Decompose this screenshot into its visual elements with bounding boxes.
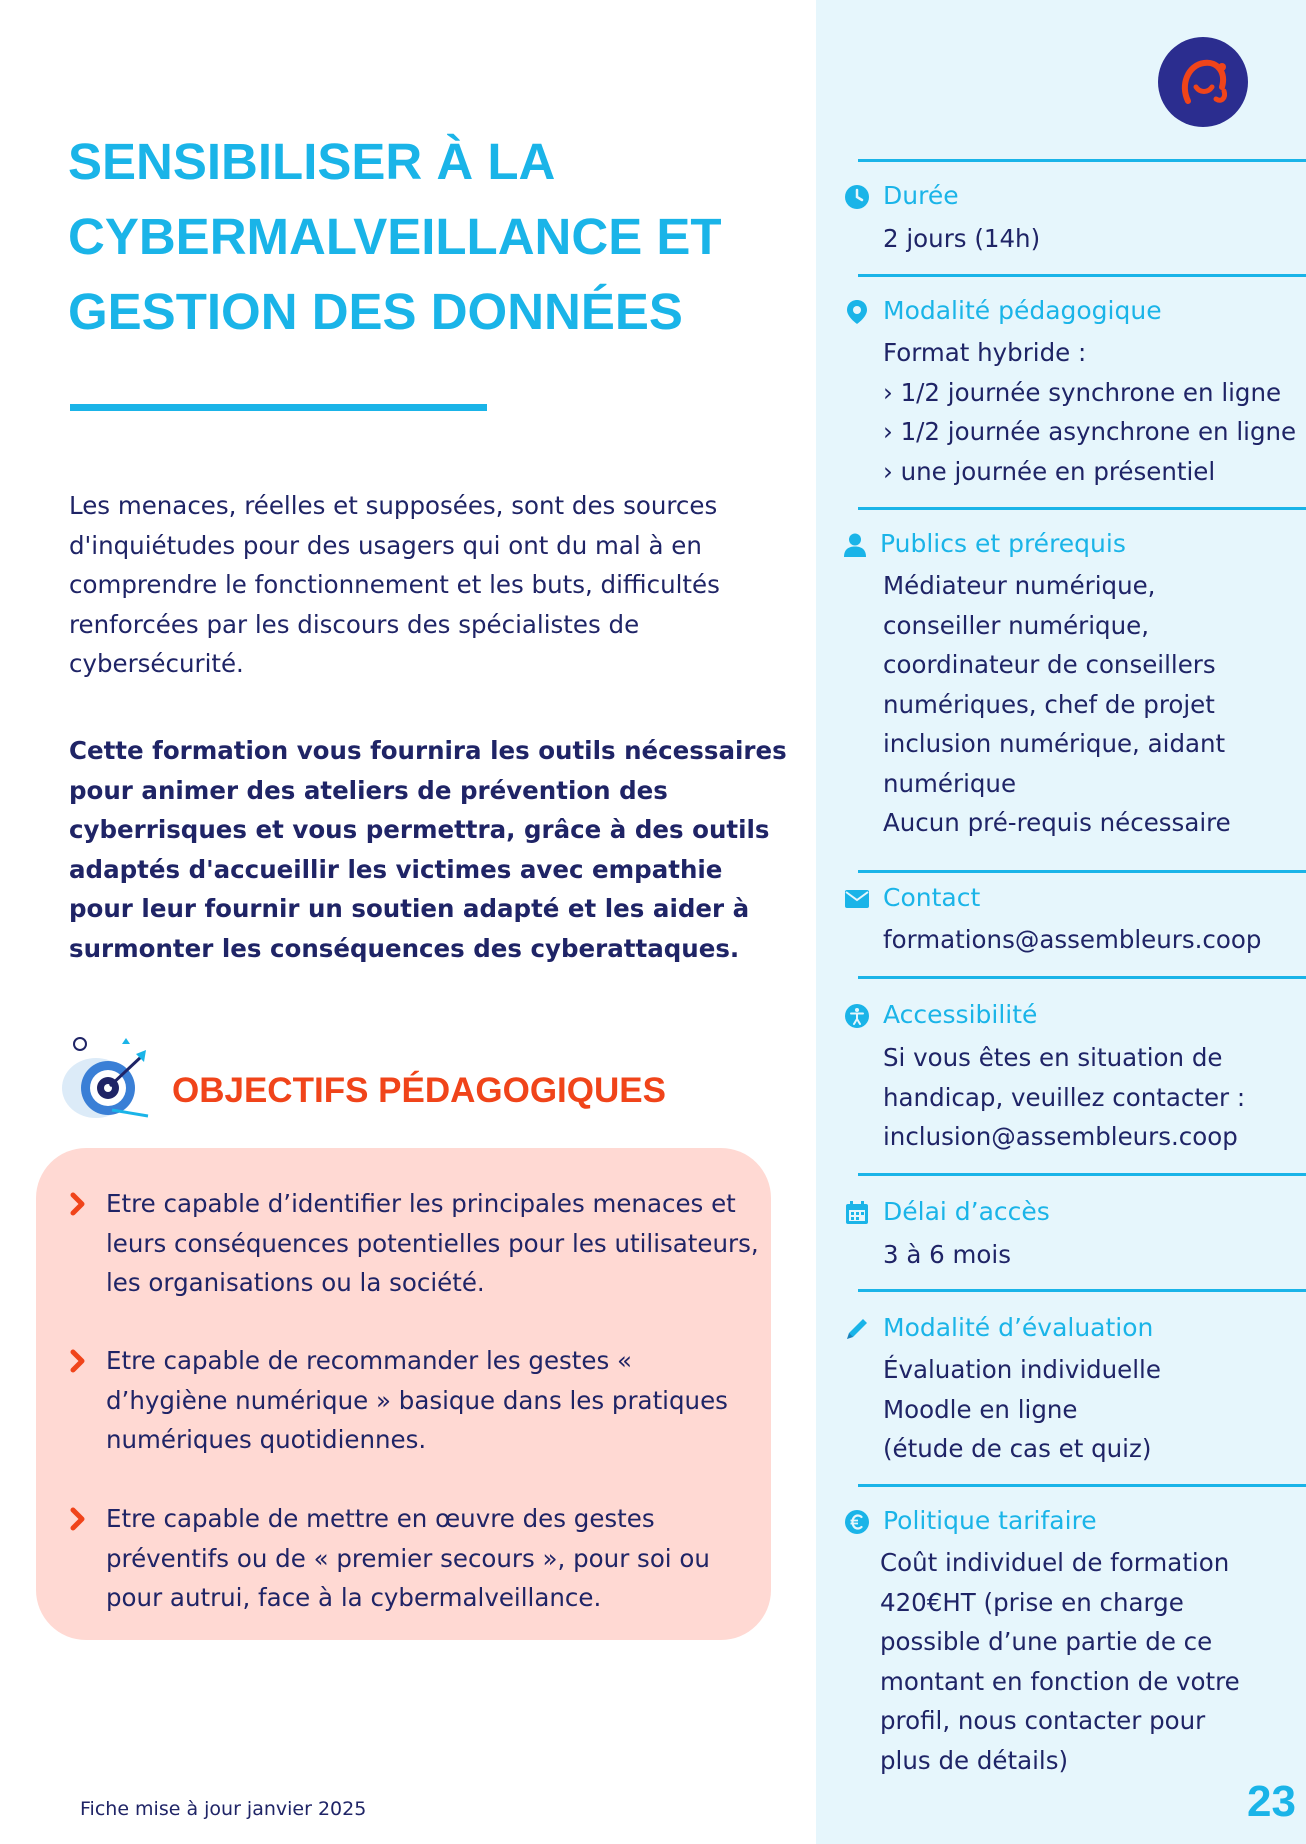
calendar-icon <box>844 1200 870 1226</box>
info-line: coordinateur de conseillers <box>883 650 1216 679</box>
section-divider <box>858 159 1306 162</box>
objective-item <box>70 1341 760 1460</box>
info-line: montant en fonction de votre <box>880 1666 1240 1696</box>
page-title <box>68 124 788 349</box>
section-divider <box>858 1173 1306 1176</box>
intro-paragraph: Les menaces, réelles et supposées, sont des sources d'inquiétudes pour des usagers qui ont du mal à en comprendre le fonctionnement et les buts, difficultés renforcées par les discours des spécialistes de cybersécurité. <box>69 491 720 678</box>
info-line: inclusion@assembleurs.coop <box>883 1122 1238 1151</box>
info-line: 3 à 6 mois <box>883 1240 1011 1269</box>
section-divider <box>858 976 1306 979</box>
info-line: Moodle en ligne <box>883 1394 1078 1424</box>
info-line: Format hybride : <box>883 338 1087 367</box>
info-line: 2 jours (14h) <box>883 224 1041 253</box>
chevron-right-icon <box>70 1507 86 1531</box>
accessibilite-value <box>883 1038 1303 1157</box>
info-line: numérique <box>883 768 1017 798</box>
objective-item <box>70 1499 760 1618</box>
objective-text: Etre capable d’identifier les principales menaces et leurs conséquences potentielles pour les utilisateurs, les organisations ou la société. <box>106 1189 759 1297</box>
assembleurs-logo <box>1158 37 1248 127</box>
update-note: Fiche mise à jour janvier 2025 <box>80 1798 367 1820</box>
chevron-right-icon <box>70 1349 86 1373</box>
publics-value <box>883 566 1303 843</box>
info-line: Si vous êtes en situation de <box>883 1043 1223 1072</box>
duree-label: Durée <box>883 181 959 210</box>
info-line: Évaluation individuelle <box>883 1355 1161 1384</box>
page-number: 23 <box>1247 1777 1296 1826</box>
evaluation-label: Modalité d’évaluation <box>883 1313 1154 1342</box>
info-line: numériques, chef de projet <box>883 689 1215 719</box>
delai-value <box>883 1235 1303 1275</box>
info-line: (étude de cas et quiz) <box>883 1434 1152 1463</box>
title-line: GESTION DES DONNÉES <box>68 283 683 340</box>
publics-label: Publics et prérequis <box>880 529 1126 558</box>
info-line: plus de détails) <box>880 1745 1069 1775</box>
tarif-value <box>880 1543 1300 1780</box>
chevron-right-icon <box>70 1192 86 1216</box>
info-line: › 1/2 journée asynchrone en ligne <box>883 417 1297 446</box>
objective-text: Etre capable de mettre en œuvre des gestes préventifs ou de « premier secours », pour soi ou pour autrui, face à la cybermalveillance. <box>106 1504 710 1612</box>
title-divider <box>70 404 487 411</box>
info-line: Aucun pré-requis nécessaire <box>883 808 1231 837</box>
objective-item <box>70 1184 760 1303</box>
section-divider <box>858 274 1306 277</box>
info-line: profil, nous contacter pour <box>880 1706 1206 1735</box>
contact-value <box>883 920 1303 960</box>
accessibilite-label: Accessibilité <box>883 1000 1038 1029</box>
duree-value <box>883 219 1303 259</box>
info-line: Médiateur numérique, <box>883 571 1156 600</box>
title-line: SENSIBILISER À LA <box>68 133 556 190</box>
delai-label: Délai d’accès <box>883 1197 1050 1226</box>
info-line: handicap, veuillez contacter : <box>883 1082 1246 1112</box>
evaluation-value <box>883 1350 1303 1469</box>
info-line: › 1/2 journée synchrone en ligne <box>883 377 1282 407</box>
intro-bold-paragraph: Cette formation vous fournira les outils nécessaires pour animer des ateliers de prévention des cyberrisques et vous permettra, grâce à des outils adaptés d'accueillir les victimes avec empathie pour leur fournir un soutien adapté et les aider à surmonter les conséquences des cyberattaques. <box>69 736 787 963</box>
info-line: Coût individuel de formation <box>880 1548 1230 1577</box>
objectives-title: OBJECTIFS PÉDAGOGIQUES <box>172 1071 666 1110</box>
modalite-value <box>883 333 1303 491</box>
objective-text: Etre capable de recommander les gestes « d’hygiène numérique » basique dans les pratiques numériques quotidiennes. <box>106 1346 728 1454</box>
contact-label: Contact <box>883 883 981 912</box>
tarif-label: Politique tarifaire <box>883 1506 1097 1535</box>
info-line: possible d’une partie de ce <box>880 1627 1213 1656</box>
modalite-label: Modalité pédagogique <box>883 296 1162 325</box>
info-line: conseiller numérique, <box>883 610 1149 640</box>
info-line: › une journée en présentiel <box>883 456 1216 486</box>
logo-mark-icon <box>1158 37 1248 127</box>
clock-icon <box>844 184 870 210</box>
title-line: CYBERMALVEILLANCE ET <box>68 208 722 265</box>
accessibility-icon <box>844 1003 870 1029</box>
section-divider <box>858 1484 1306 1487</box>
target-icon <box>56 1030 160 1130</box>
info-line: formations@assembleurs.coop <box>883 925 1262 954</box>
section-divider <box>858 1289 1306 1292</box>
section-divider <box>858 870 1306 873</box>
envelope-icon <box>844 886 870 912</box>
user-icon <box>842 532 868 558</box>
pencil-icon <box>844 1316 870 1342</box>
euro-icon <box>844 1509 870 1535</box>
info-line: inclusion numérique, aidant <box>883 729 1226 758</box>
section-divider <box>858 507 1306 510</box>
info-line: 420€HT (prise en charge <box>880 1587 1184 1617</box>
location-pin-icon <box>844 299 870 325</box>
